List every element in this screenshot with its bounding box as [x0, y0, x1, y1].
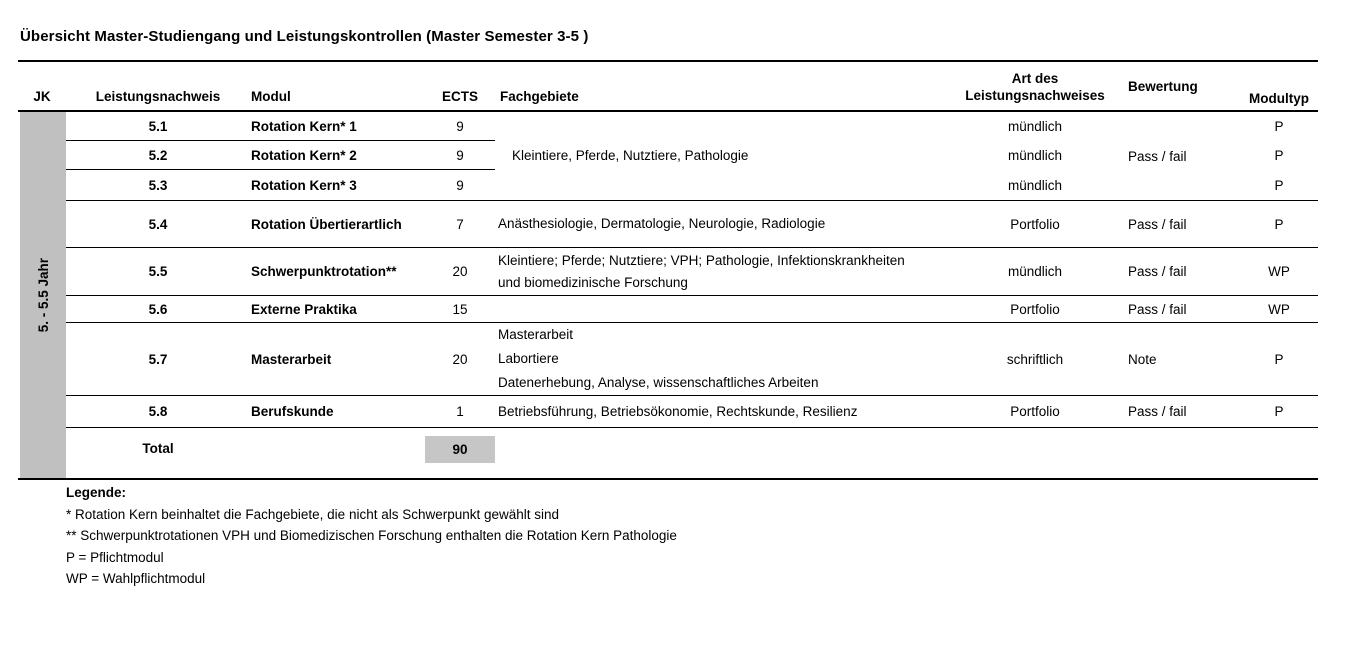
row-5-7-fachgebiete	[495, 323, 955, 395]
row-5-6-art: Portfolio	[1010, 301, 1060, 317]
row-5-5-modul: Schwerpunktrotation**	[251, 264, 397, 279]
row-group-rotation-kern	[66, 112, 1318, 200]
header-modul: Modul	[251, 89, 291, 104]
row-5-5-fachgebiete-line2: und biomedizinische Forschung	[498, 274, 688, 290]
row-5-4-bewertung: Pass / fail	[1128, 216, 1187, 232]
row-5-4-modul: Rotation Übertierartlich	[251, 216, 402, 232]
row-5-8	[66, 395, 1318, 427]
legend-item-schwerpunktrotationen: ** Schwerpunktrotationen VPH und Biomedizischen Forschung enthalten die Rotation Kern Pathologie	[66, 528, 677, 543]
legend-item-rotation-kern: * Rotation Kern beinhaltet die Fachgebiete, die nicht als Schwerpunkt gewählt sind	[66, 506, 560, 522]
row-5-6-fachgebiete	[495, 296, 955, 322]
row-5-8-nr: 5.8	[148, 404, 168, 419]
curriculum-table	[18, 60, 1318, 480]
row-5-4-fachgebiete: Anästhesiologie, Dermatologie, Neurologie, Radiologie	[498, 216, 826, 231]
header-jk: JK	[33, 89, 51, 104]
row-5-4-art: Portfolio	[1010, 216, 1060, 232]
row-5-3-nr: 5.3	[148, 177, 168, 193]
row-5-5-nr: 5.5	[148, 264, 168, 279]
row-5-6-nr: 5.6	[148, 301, 168, 317]
row-5-2-ects: 9	[425, 141, 495, 170]
row-5-6-modul: Externe Praktika	[251, 301, 357, 317]
row-5-1-nr: 5.1	[66, 112, 250, 141]
legend	[66, 482, 677, 590]
row-5-2-art: mündlich	[1007, 148, 1063, 163]
row-5-4-nr: 5.4	[148, 216, 168, 232]
row-5-7-modultyp: P	[1274, 351, 1284, 367]
row-5-4	[66, 200, 1318, 247]
header-modultyp: Modultyp	[1249, 91, 1309, 106]
row-5-7-ects: 20	[452, 351, 468, 367]
row-5-6-ects: 15	[452, 301, 468, 317]
header-art-des-leistungsnachweises	[955, 62, 1115, 110]
legend-item-p: P = Pflichtmodul	[66, 549, 164, 565]
row-5-6-modultyp: WP	[1268, 301, 1290, 317]
table-body	[18, 112, 1318, 478]
row-5-1-modultyp: P	[1274, 119, 1284, 134]
legend-item-wp: WP = Wahlpflichtmodul	[66, 571, 206, 586]
header-leistungsnachweis: Leistungsnachweis	[95, 89, 221, 104]
row-5-7	[66, 322, 1318, 395]
header-bewertung: Bewertung	[1128, 79, 1198, 94]
row-5-5-modultyp: WP	[1268, 264, 1290, 279]
row-5-8-modultyp: P	[1274, 404, 1284, 419]
row-5-5-ects: 20	[452, 264, 468, 279]
row-5-2-modultyp: P	[1274, 148, 1284, 163]
row-5-4-ects: 7	[456, 216, 464, 232]
total-ects-value: 90	[425, 436, 495, 463]
row-5-7-fachgebiete-line1: Masterarbeit	[498, 327, 574, 342]
total-label: Total	[142, 441, 174, 456]
row-total	[66, 427, 1318, 478]
jk-year-label: 5. - 5.5 Jahr	[35, 257, 51, 333]
row-5-3-art: mündlich	[1007, 177, 1063, 193]
row-5-1-modul: Rotation Kern* 1	[250, 112, 425, 141]
row-5-7-nr: 5.7	[148, 351, 168, 367]
legend-title: Legende:	[66, 485, 127, 500]
row-5-1-ects: 9	[425, 112, 495, 141]
row-5-6-bewertung: Pass / fail	[1128, 301, 1187, 317]
row-5-3-modul: Rotation Kern* 3	[251, 177, 357, 193]
row-5-8-art: Portfolio	[1010, 404, 1060, 419]
row-5-2-nr: 5.2	[66, 141, 250, 170]
row-5-8-fachgebiete: Betriebsführung, Betriebsökonomie, Rechtskunde, Resilienz	[498, 403, 858, 419]
row-5-8-bewertung: Pass / fail	[1128, 404, 1187, 419]
row-5-5-art: mündlich	[1007, 264, 1063, 279]
row-5-7-bewertung: Note	[1128, 351, 1157, 367]
row-5-5-fachgebiete	[495, 248, 955, 295]
row-5-6	[66, 295, 1318, 322]
group-rotation-kern-bewertung: Pass / fail	[1128, 148, 1187, 164]
row-5-7-fachgebiete-line2: Labortiere	[498, 351, 559, 366]
row-5-5	[66, 247, 1318, 295]
row-5-5-fachgebiete-line1: Kleintiere; Pferde; Nutztiere; VPH; Pathologie, Infektionskrankheiten	[498, 252, 905, 268]
row-5-7-art: schriftlich	[1006, 351, 1064, 367]
row-5-3-ects: 9	[456, 177, 464, 193]
row-5-8-modul: Berufskunde	[251, 404, 334, 419]
jk-year-cell	[20, 112, 66, 478]
header-ects: ECTS	[441, 89, 478, 104]
group-rotation-kern-fachgebiete: Kleintiere, Pferde, Nutztiere, Pathologie	[512, 148, 749, 163]
row-5-2-modul: Rotation Kern* 2	[250, 141, 425, 170]
row-5-1-art: mündlich	[1007, 119, 1063, 134]
row-5-5-bewertung: Pass / fail	[1128, 264, 1187, 279]
page-title: Übersicht Master-Studiengang und Leistungskontrollen (Master Semester 3-5 )	[20, 28, 589, 45]
row-5-4-modultyp: P	[1274, 216, 1284, 232]
table-header-row	[18, 62, 1318, 112]
row-5-8-ects: 1	[456, 404, 464, 419]
header-art-line2: Leistungsnachweises	[965, 88, 1105, 103]
row-5-3-modultyp: P	[1274, 177, 1284, 193]
header-fachgebiete: Fachgebiete	[500, 89, 579, 104]
total-ects-cell	[425, 428, 495, 478]
header-art-line1: Art des	[1011, 71, 1059, 86]
row-5-7-fachgebiete-line3: Datenerhebung, Analyse, wissenschaftliches Arbeiten	[498, 375, 819, 390]
row-5-7-modul: Masterarbeit	[251, 351, 332, 367]
